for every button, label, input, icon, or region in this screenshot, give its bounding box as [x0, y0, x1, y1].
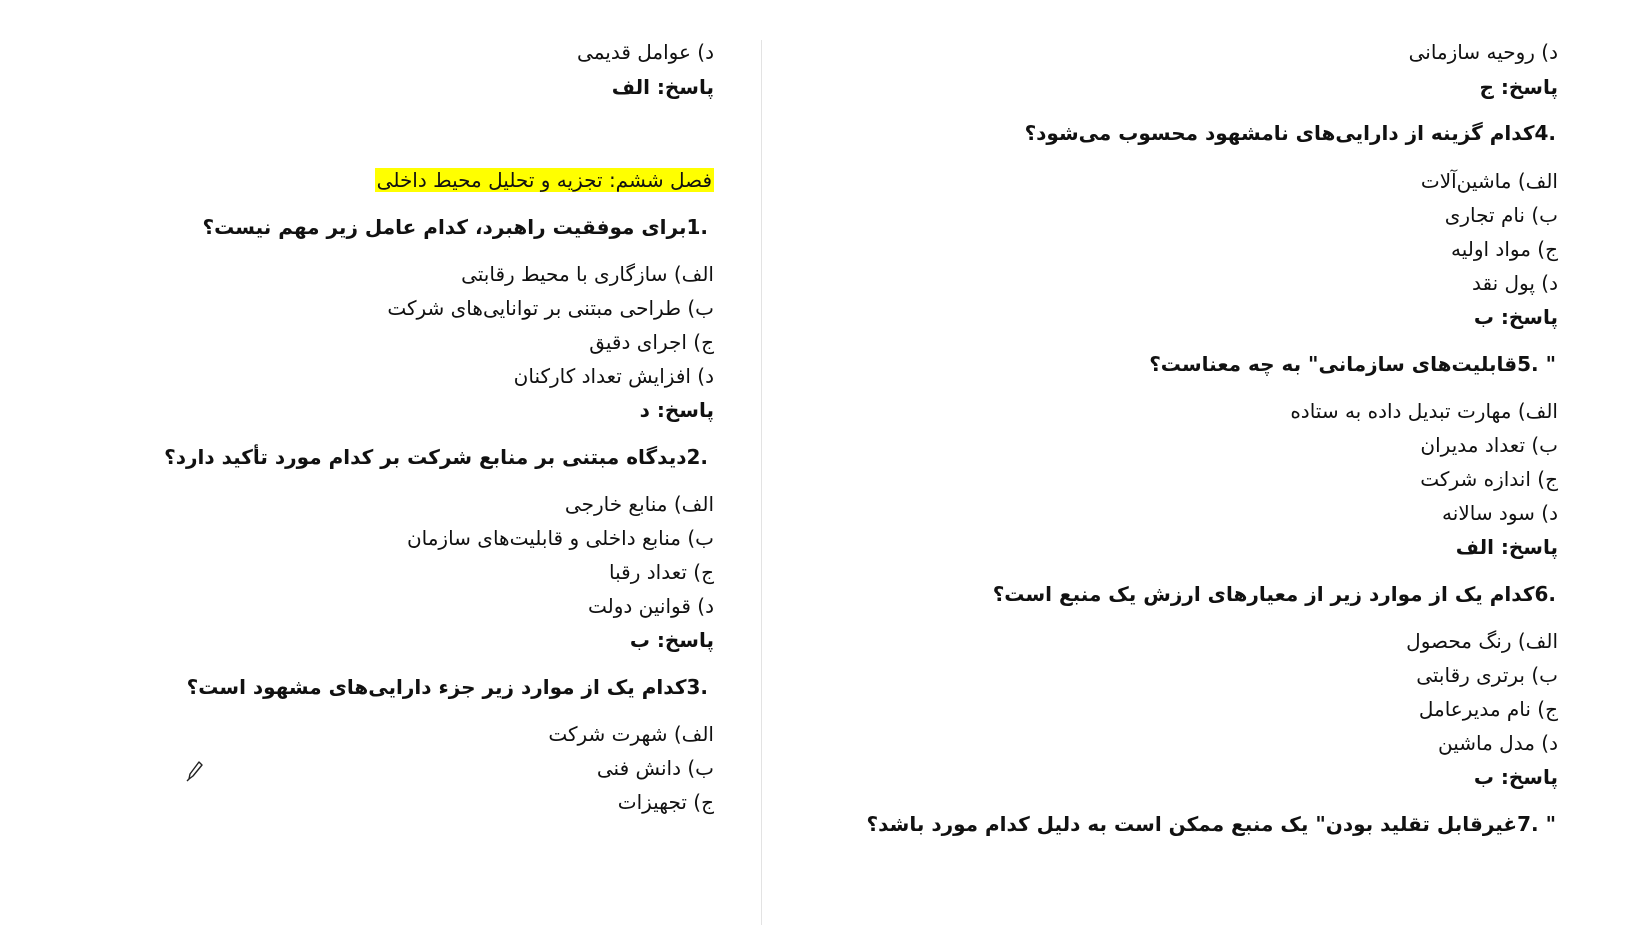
option-a: الف) سازگاری با محیط رقابتی: [461, 262, 714, 286]
right-page: [760, 0, 1640, 925]
question-2: .2دیدگاه مبتنی بر منابع شرکت بر کدام مورد تأکید دارد؟: [164, 445, 708, 469]
chapter-title: فصل ششم: تجزیه و تحلیل محیط داخلی: [376, 168, 712, 192]
answer: پاسخ: ب: [1473, 765, 1558, 789]
option-b: ب) طراحی مبتنی بر توانایی‌های شرکت: [387, 296, 714, 320]
option-a: الف) ماشین‌آلات: [1420, 169, 1558, 193]
answer: پاسخ: ب: [629, 628, 714, 652]
option-d: د) افزایش تعداد کارکنان: [513, 364, 714, 388]
option-a: الف) منابع خارجی: [564, 492, 714, 516]
option-d: د) سود سالانه: [1442, 501, 1558, 525]
answer: پاسخ: ب: [1473, 305, 1558, 329]
option-d: د) قوانین دولت: [588, 594, 714, 618]
option-a: الف) رنگ محصول: [1406, 629, 1558, 653]
option-d: د) پول نقد: [1471, 271, 1558, 295]
answer: پاسخ: د: [639, 398, 714, 422]
option-a: الف) شهرت شرکت: [548, 722, 714, 746]
left-page: [0, 0, 760, 925]
answer: پاسخ: الف: [611, 75, 714, 99]
option-c: ج) اندازه شرکت: [1420, 467, 1558, 491]
option-d: د) عوامل قدیمی: [577, 40, 714, 64]
option-c: ج) اجرای دقیق: [589, 330, 714, 354]
question-6: .6کدام یک از موارد زیر از معیارهای ارزش یک منبع است؟: [992, 582, 1556, 606]
option-b: ب) منابع داخلی و قابلیت‌های سازمان: [406, 526, 714, 550]
pen-cursor-icon: [186, 760, 204, 782]
option-b: ب) دانش فنی: [596, 756, 714, 780]
option-b: ب) تعداد مدیران: [1420, 433, 1558, 457]
option-c: ج) تعداد رقبا: [609, 560, 714, 584]
question-7: " .7غیرقابل تقلید بودن" یک منبع ممکن است به دلیل کدام مورد باشد؟: [866, 812, 1556, 836]
question-4: .4کدام گزینه از دارایی‌های نامشهود محسوب می‌شود؟: [1024, 121, 1556, 145]
option-c: ج) تجهیزات: [617, 790, 714, 814]
chapter-heading: [375, 166, 714, 194]
option-b: ب) برتری رقابتی: [1416, 663, 1558, 687]
answer: پاسخ: الف: [1455, 535, 1558, 559]
option-a: الف) مهارت تبدیل داده به ستاده: [1290, 399, 1558, 423]
option-d: د) روحیه سازمانی: [1408, 40, 1558, 64]
option-b: ب) نام تجاری: [1444, 203, 1558, 227]
option-c: ج) مواد اولیه: [1450, 237, 1558, 261]
question-5: " .5قابلیت‌های سازمانی" به چه معناست؟: [1149, 352, 1556, 376]
option-d: د) مدل ماشین: [1438, 731, 1558, 755]
question-1: .1برای موفقیت راهبرد، کدام عامل زیر مهم نیست؟: [202, 215, 708, 239]
question-3: .3کدام یک از موارد زیر جزء دارایی‌های مشهود است؟: [186, 675, 708, 699]
option-c: ج) نام مدیرعامل: [1418, 697, 1558, 721]
answer: پاسخ: ج: [1479, 75, 1558, 99]
